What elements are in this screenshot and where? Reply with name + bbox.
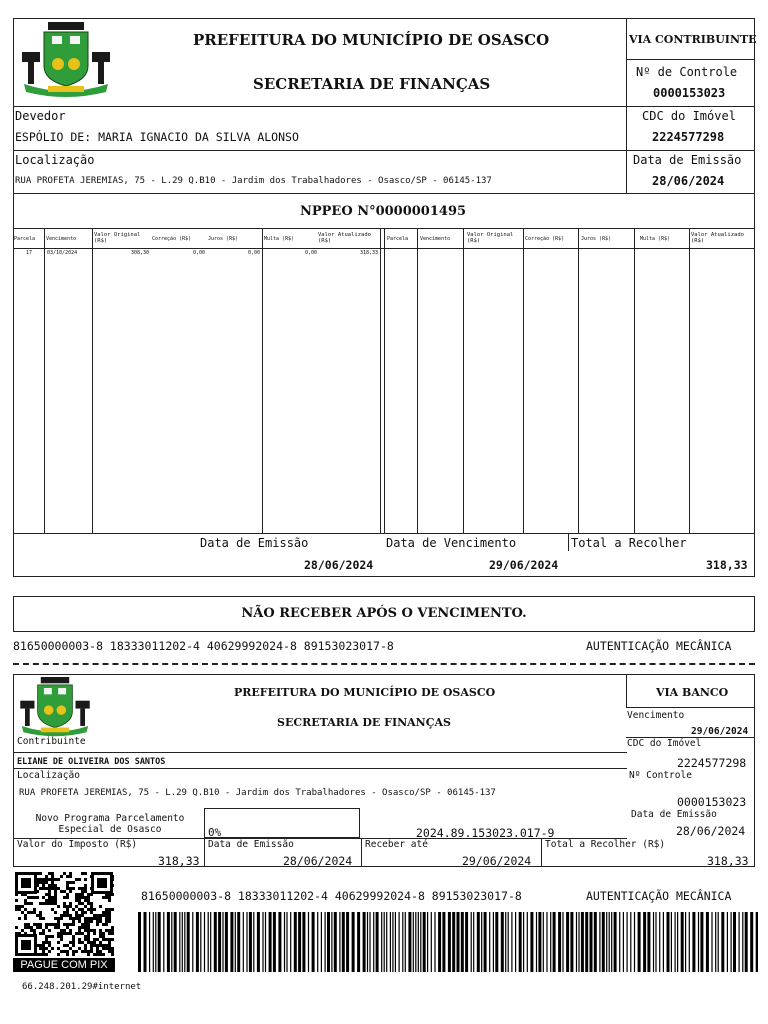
page-title: PREFEITURA DO MUNICÍPIO DE OSASCO xyxy=(193,31,550,49)
banco-controle-label: Nº Controle xyxy=(629,770,692,781)
col-vencimento: Vencimento xyxy=(46,236,77,242)
banco-subtitle: SECRETARIA DE FINANÇAS xyxy=(277,716,451,729)
controle-value: 0000153023 xyxy=(653,86,726,100)
banco-autenticacao: AUTENTICAÇÃO MECÂNICA xyxy=(586,889,732,903)
totals-emissao-value: 28/06/2024 xyxy=(304,558,374,572)
osasco-coat-of-arms-icon xyxy=(16,677,94,737)
col-juros-2: Juros (R$) xyxy=(581,236,612,242)
banco-receber-value: 29/06/2024 xyxy=(462,854,532,868)
col-vencimento-2: Vencimento xyxy=(420,236,451,242)
banco-cdc-value: 2224577298 xyxy=(677,756,747,770)
autenticacao-label: AUTENTICAÇÃO MECÂNICA xyxy=(586,639,732,653)
banco-localizacao-value: RUA PROFETA JEREMIAS, 75 - L.29 Q.B10 - Jardim dos Trabalhadores - Osasco/SP - 06145-137 xyxy=(19,788,496,798)
banco-via: VIA BANCO xyxy=(656,686,729,699)
banco-vencimento-value: 29/06/2024 xyxy=(691,726,749,737)
pix-qr-code[interactable] xyxy=(13,870,115,972)
banco-localizacao-label: Localização xyxy=(17,770,80,781)
banco-total-label: Total a Recolher (R$) xyxy=(545,839,666,850)
banco-linha-digitavel: 81650000003-8 18333011202-4 40629992024-8 89153023017-8 xyxy=(141,889,522,903)
osasco-coat-of-arms-icon xyxy=(18,22,114,98)
percent-box xyxy=(204,808,360,838)
col-valor-atualizado-2: Valor Atualizado (R$) xyxy=(691,232,744,244)
totals-emissao-label: Data de Emissão xyxy=(200,536,309,550)
via-label: VIA CONTRIBUINTE xyxy=(629,33,757,46)
page-subtitle: SECRETARIA DE FINANÇAS xyxy=(253,75,491,93)
programa-line2: Especial de Osasco xyxy=(58,824,162,835)
banco-codigo: 2024.89.153023.017-9 xyxy=(416,826,555,840)
emissao-label: Data de Emissão xyxy=(633,153,742,167)
barcode xyxy=(138,912,758,972)
localizacao-label: Localização xyxy=(15,153,95,167)
totals-vencimento-value: 29/06/2024 xyxy=(489,558,559,572)
banco-total-value: 318,33 xyxy=(707,854,749,868)
banco-dataemissao-value: 28/06/2024 xyxy=(283,854,353,868)
col-multa-2: Multa (R$) xyxy=(640,236,671,242)
programa-line1: Novo Programa Parcelamento xyxy=(35,813,185,824)
warning-text: NÃO RECEBER APÓS O VENCIMENTO. xyxy=(241,606,527,621)
col-multa: Multa (R$) xyxy=(264,236,295,242)
banco-emissao-label: Data de Emissão xyxy=(631,809,717,820)
devedor-label: Devedor xyxy=(15,109,66,123)
totals-total-value: 318,33 xyxy=(706,558,748,572)
banco-emissao-value: 28/06/2024 xyxy=(676,824,746,838)
cdc-label: CDC do Imóvel xyxy=(642,109,736,123)
localizacao-value: RUA PROFETA JEREMIAS, 75 - L.29 Q.B10 - Jardim dos Trabalhadores - Osasco/SP - 06145-137 xyxy=(15,176,492,186)
col-correcao: Correção (R$) xyxy=(152,236,192,242)
footer-ip: 66.248.201.29#internet xyxy=(22,982,142,992)
banco-contribuinte-label: Contribuinte xyxy=(17,736,86,747)
col-valor-original-2: Valor Original (R$) xyxy=(467,232,514,244)
banco-title: PREFEITURA DO MUNICÍPIO DE OSASCO xyxy=(234,686,496,699)
col-correcao-2: Correção (R$) xyxy=(525,236,565,242)
pix-label: PAGUE COM PIX xyxy=(13,958,115,972)
col-parcela: Parcela xyxy=(14,236,36,242)
linha-digitavel: 81650000003-8 18333011202-4 40629992024-8 89153023017-8 xyxy=(13,639,394,653)
banco-receber-label: Receber até xyxy=(365,839,428,850)
cdc-value: 2224577298 xyxy=(652,130,725,144)
emissao-value: 28/06/2024 xyxy=(652,174,725,188)
devedor-value: ESPÓLIO DE: MARIA IGNACIO DA SILVA ALONSO xyxy=(15,130,299,144)
col-valor-atualizado: Valor Atualizado (R$) xyxy=(318,232,371,244)
cut-line xyxy=(13,663,755,665)
banco-vencimento-label: Vencimento xyxy=(627,710,685,721)
banco-percent: 0% xyxy=(208,826,222,839)
col-valor-original: Valor Original (R$) xyxy=(94,232,141,244)
totals-vencimento-label: Data de Vencimento xyxy=(386,536,517,550)
banco-dataemissao-label: Data de Emissão xyxy=(208,839,294,850)
banco-imposto-label: Valor do Imposto (R$) xyxy=(17,839,138,850)
banco-controle-value: 0000153023 xyxy=(677,795,747,809)
col-parcela-2: Parcela xyxy=(387,236,409,242)
banco-imposto-value: 318,33 xyxy=(158,854,200,868)
totals-total-label: Total a Recolher xyxy=(571,536,687,550)
banco-contribuinte-value: ELIANE DE OLIVEIRA DOS SANTOS xyxy=(17,757,166,767)
col-juros: Juros (R$) xyxy=(208,236,239,242)
controle-label: Nº de Controle xyxy=(636,65,738,79)
nppeo-number: NPPEO N°0000001495 xyxy=(300,204,467,219)
banco-cdc-label: CDC do Imóvel xyxy=(627,738,702,749)
